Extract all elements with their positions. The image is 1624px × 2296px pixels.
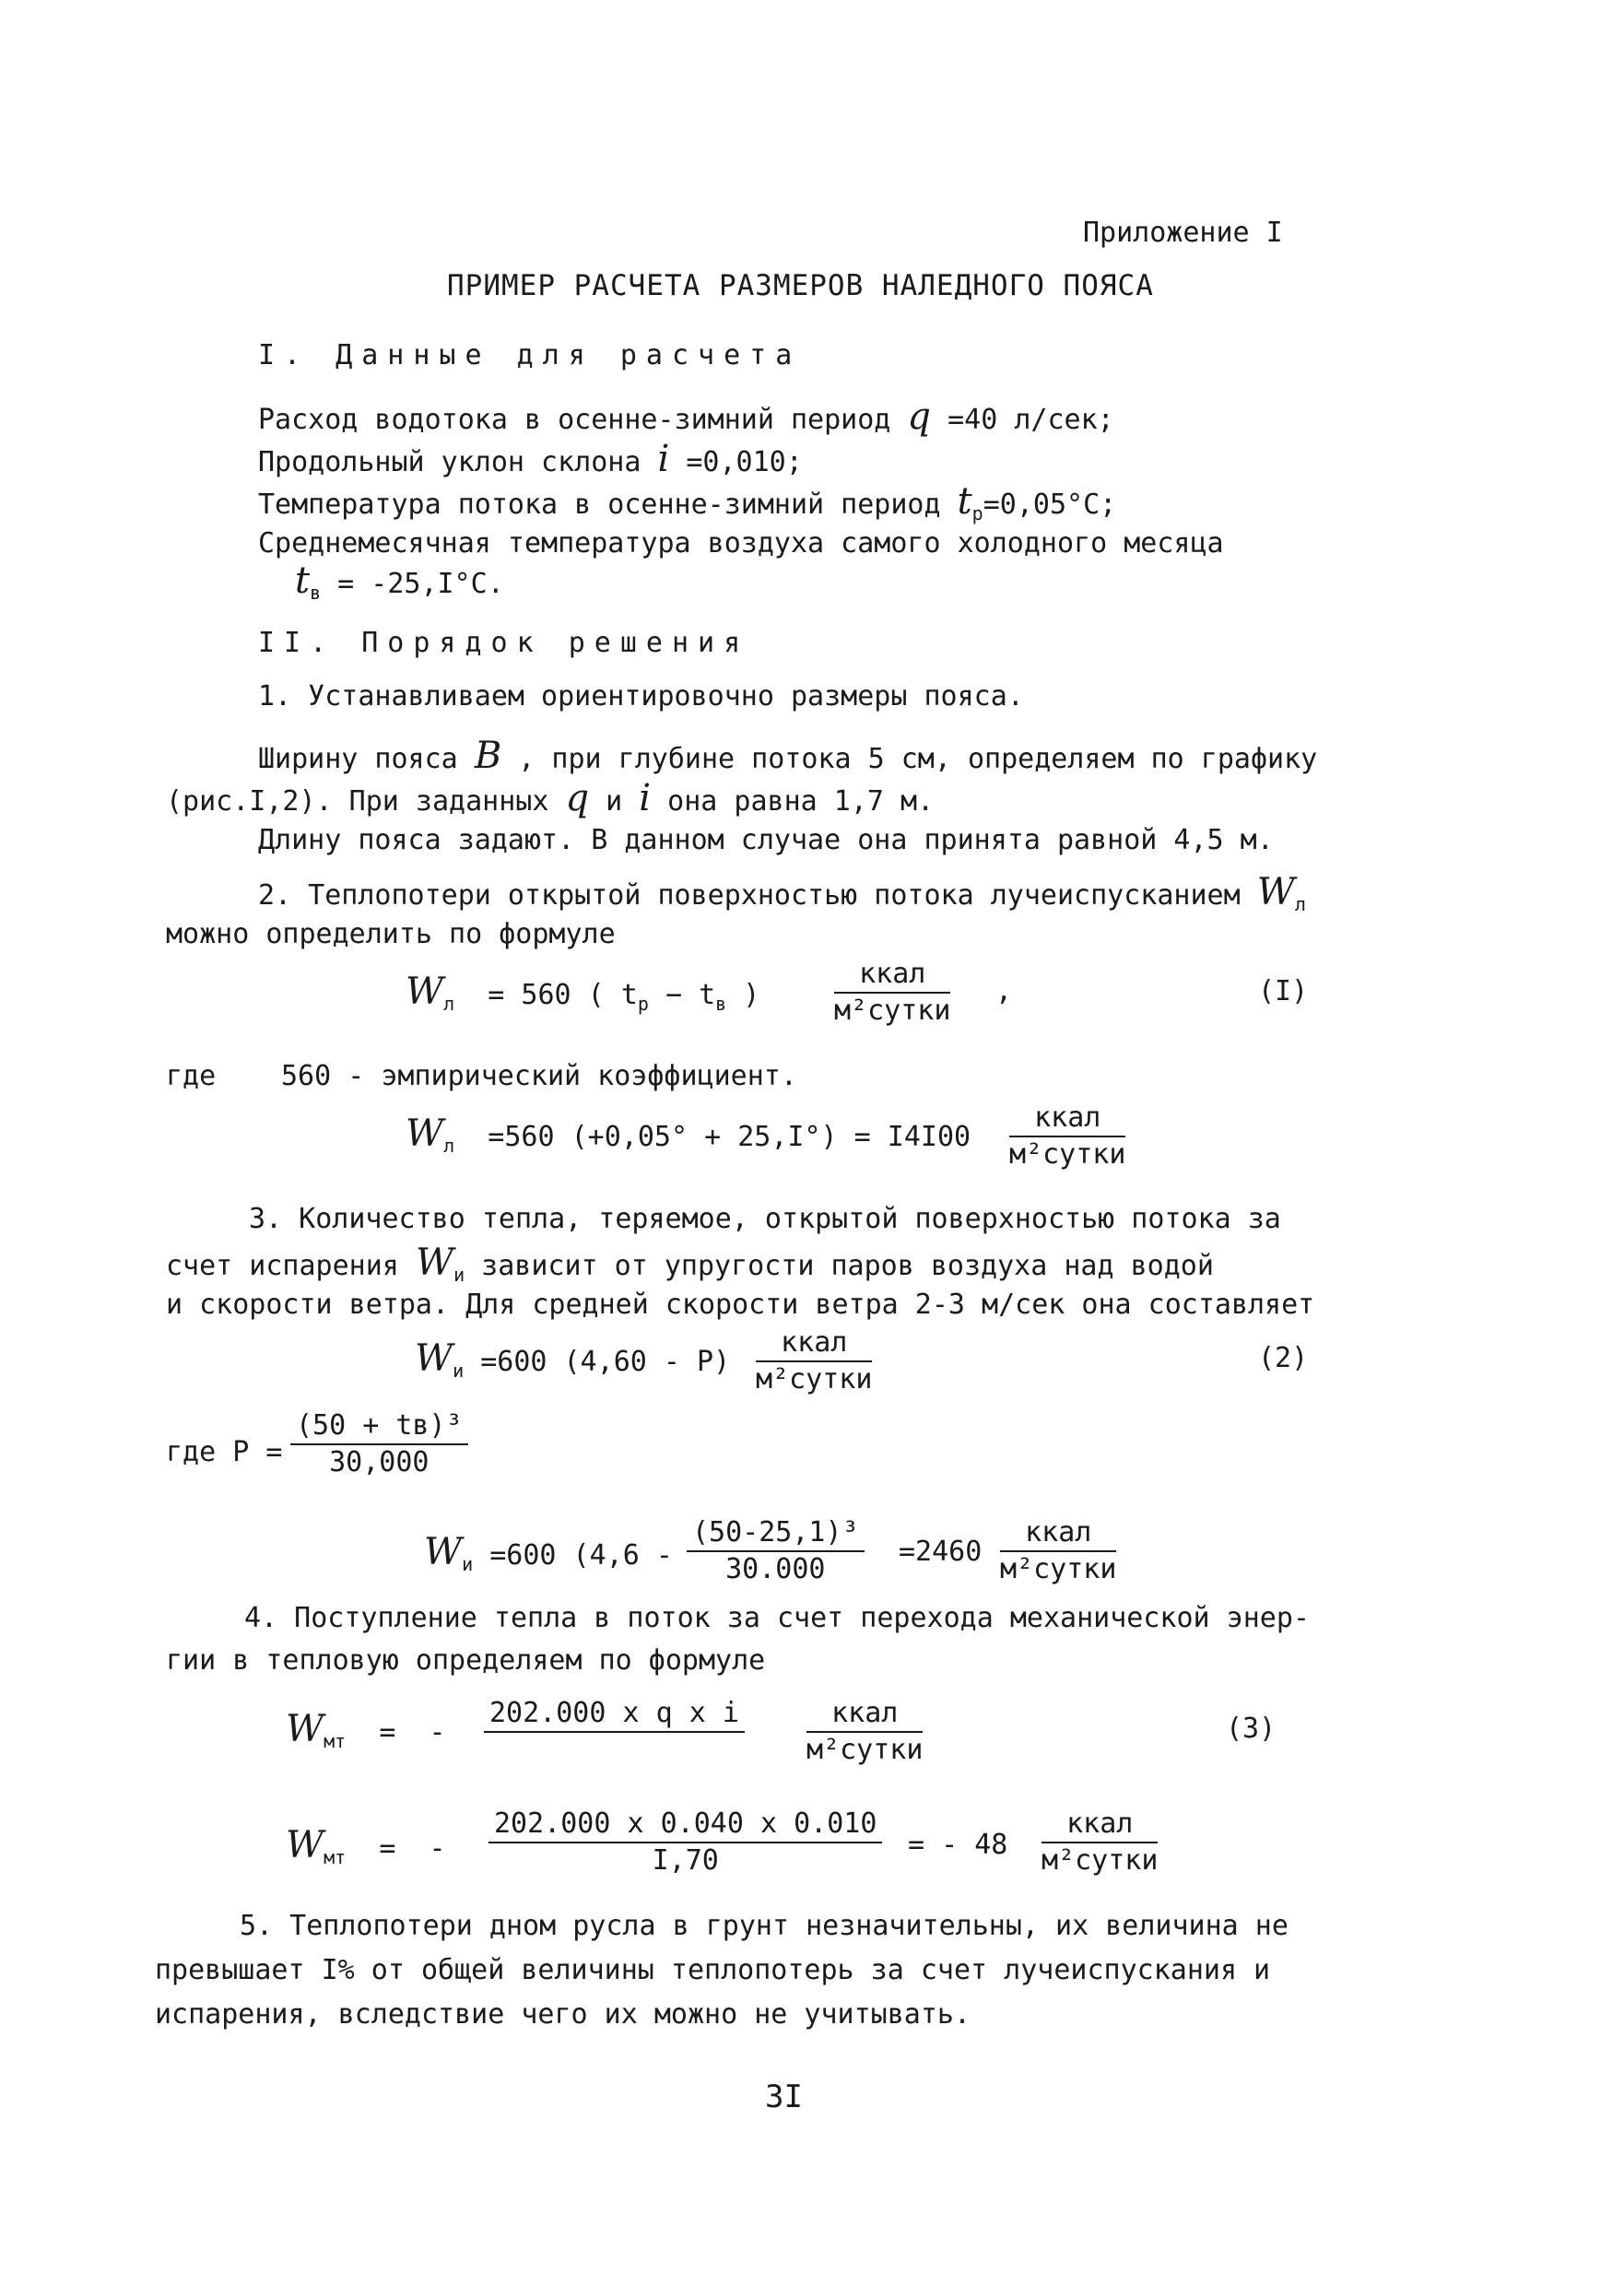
text-line: 1. Устанавливаем ориентировочно размеры пояса. bbox=[258, 680, 1024, 712]
text-line: Среднемесячная температура воздуха самого холодного месяца bbox=[258, 527, 1224, 559]
formula-2-units: ккал м²сутки bbox=[756, 1326, 873, 1395]
formula-1: $W_л = 560$ ( $t_р - t_в$ ) bbox=[406, 971, 760, 1015]
text-line: и скорости ветра. Для средней скорости ветра 2-3 м/сек она составляет bbox=[166, 1289, 1315, 1321]
text-line: счет испарения $W_и$ зависит от упругости паров воздуха над водой bbox=[166, 1242, 1214, 1286]
formula-3b: $W_{мт}$ = - bbox=[286, 1824, 446, 1868]
text-line: 560 - эмпирический коэффициент. bbox=[281, 1060, 797, 1092]
formula-2b-fraction: $\frac{\text{(50-25,1)³}}{30.000}$ bbox=[687, 1517, 865, 1585]
formula-2b-units: ккал м²сутки bbox=[1000, 1516, 1117, 1585]
text-line: 3. Количество тепла, теряемое, открытой поверхностью потока за bbox=[249, 1203, 1281, 1235]
formula-2-number: (2) bbox=[1258, 1342, 1309, 1374]
section-2-heading: II. Порядок решения bbox=[258, 627, 750, 659]
text-line: 5. Теплопотери дном русла в грунт незначительны, их величина не bbox=[240, 1910, 1289, 1942]
formula-1-units: ккал м²сутки bbox=[834, 958, 951, 1027]
section-1-heading: I. Данные для расчета bbox=[258, 339, 802, 371]
formula-3-numerator: 202.000 x q x i bbox=[484, 1698, 745, 1766]
formula-3: $W_{мт}$ = - bbox=[286, 1708, 446, 1752]
formula-2b: $W_и =600$ (4,6 - bbox=[424, 1531, 673, 1575]
text-line: Длину пояса задают. В данном случае она принята равной 4,5 м. bbox=[258, 824, 1274, 856]
formula-1b: $W_л =560$ (+0,05° + 25,I°) = I4I00 bbox=[406, 1113, 971, 1157]
formula-2b-result: =2460 bbox=[899, 1536, 983, 1568]
text-line: $t_в = -25,I^\circ С$. bbox=[295, 559, 504, 604]
p-fraction: (50 + tв)³ 30,000 bbox=[290, 1410, 468, 1478]
formula-2: $W_и =600$ (4,60 - P) bbox=[415, 1337, 731, 1382]
where-label: где bbox=[166, 1060, 217, 1092]
page-number: 3I bbox=[765, 2078, 803, 2115]
text-line: испарения, вследствие чего их можно не учитывать. bbox=[155, 1998, 971, 2031]
text-line: (рис.I,2). При заданных q и i она равна 1,7 м. bbox=[166, 777, 935, 819]
formula-3b-result: = - 48 bbox=[908, 1829, 1008, 1861]
formula-3-units: ккал м²сутки bbox=[806, 1697, 924, 1766]
appendix-label: Приложение I bbox=[1083, 217, 1283, 249]
formula-3b-fraction: $\frac{202.000 x 0.040 x 0.010}{I,70}$ bbox=[488, 1808, 882, 1877]
formula-1-comma: , bbox=[995, 975, 1013, 1007]
text-line: гии в тепловую определяем по формуле bbox=[166, 1644, 766, 1677]
formula-3-number: (3) bbox=[1226, 1713, 1277, 1745]
text-line: Температура потока в осенне-зимний период $t_р=0,05^\circ С$; bbox=[258, 480, 1117, 524]
text-line: 4. Поступление тепла в поток за счет перехода механической энер- bbox=[244, 1602, 1310, 1634]
text-line: можно определить по формуле bbox=[166, 918, 616, 950]
page-title: ПРИМЕР РАСЧЕТА РАЗМЕРОВ НАЛЕДНОГО ПОЯСА bbox=[447, 269, 1154, 302]
where-p-label: где P = bbox=[166, 1436, 283, 1468]
text-line: Расход водотока в осенне-зимний период q =40 л/сек; bbox=[258, 395, 1114, 438]
formula-3b-units: ккал м²сутки bbox=[1041, 1807, 1159, 1877]
text-line: Ширину пояса B , при глубине потока 5 см, определяем по графику bbox=[258, 735, 1318, 777]
text-line: Продольный уклон склона i =0,010; bbox=[258, 438, 803, 480]
formula-1-number: (I) bbox=[1258, 975, 1309, 1007]
text-line: 2. Теплопотери открытой поверхностью потока лучеиспусканием $W_л$ bbox=[258, 871, 1306, 915]
formula-1b-units: ккал м²сутки bbox=[1009, 1101, 1126, 1171]
text-line: превышает I% от общей величины теплопотерь за счет лучеиспускания и bbox=[155, 1954, 1271, 1986]
